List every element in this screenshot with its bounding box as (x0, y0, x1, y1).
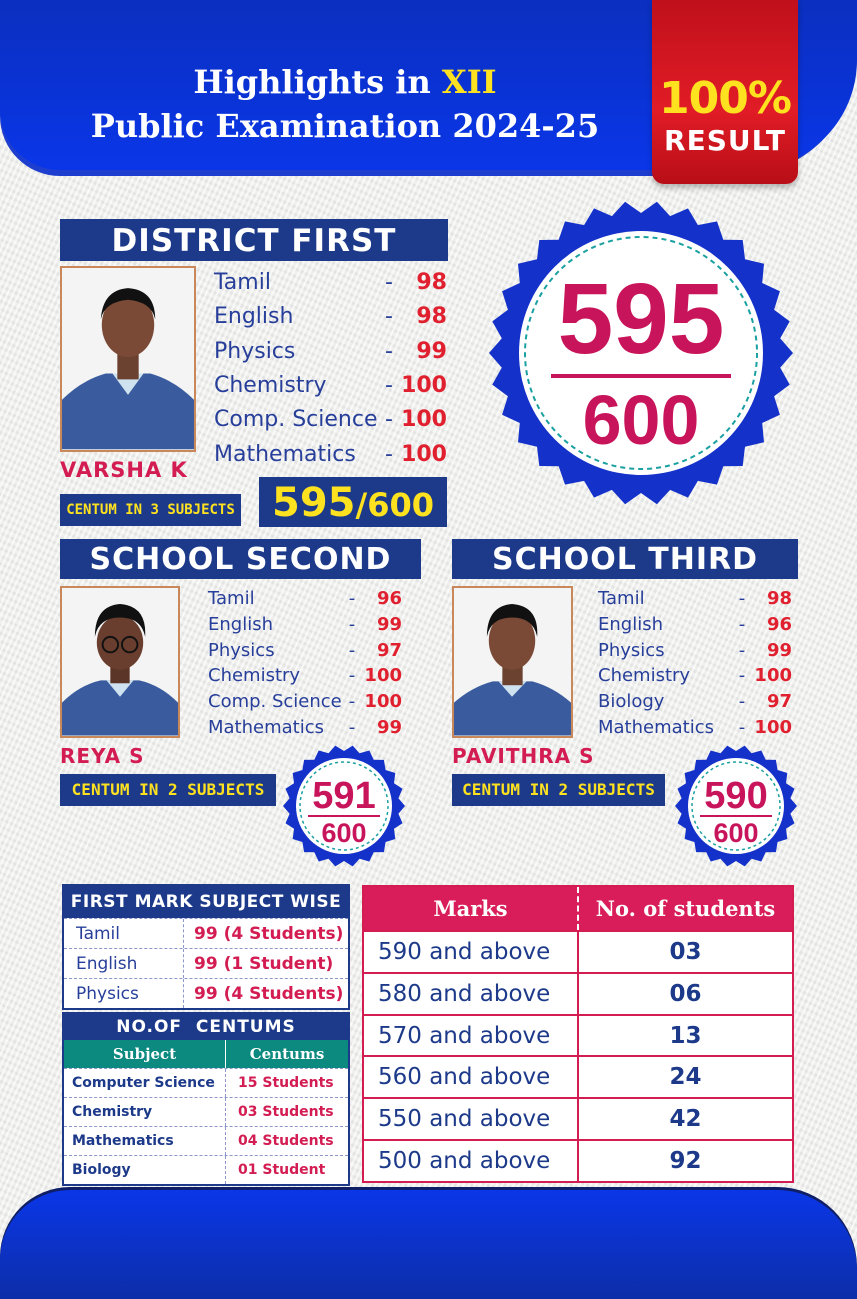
centum-badge-reya: CENTUM IN 2 SUBJECTS (60, 774, 276, 806)
subject-row (598, 715, 792, 741)
first-mark-value: 99 (4 Students) (194, 924, 344, 944)
ribbon-percent: 100% (659, 73, 791, 124)
subject-row (208, 663, 402, 689)
district-first-heading: DISTRICT FIRST (60, 219, 448, 261)
student-photo-icon (62, 268, 194, 450)
subject-row (598, 612, 792, 638)
student-name-reya: REYA S (60, 744, 145, 768)
subject-name: Mathematics (208, 717, 324, 738)
ribbon-label: RESULT (664, 124, 786, 157)
subject-name: Mathematics (214, 441, 356, 467)
marks-range: 590 and above (364, 932, 579, 972)
table-row (364, 1055, 792, 1097)
centum-value: 04 Students (238, 1133, 334, 1149)
centum-value: 01 Student (238, 1162, 326, 1178)
subject-dash: - (738, 717, 746, 738)
table-row (64, 1097, 348, 1126)
marks-header-row (364, 887, 792, 930)
subject-dash: - (348, 717, 356, 738)
seal-591 (283, 745, 405, 867)
centum-value: 03 Students (238, 1104, 334, 1120)
table-row (364, 1097, 792, 1139)
marks-col-students: No. of students (595, 896, 776, 921)
subject-row (214, 403, 447, 437)
subject-name: Chemistry (208, 665, 301, 687)
student-photo-icon (62, 588, 178, 736)
first-mark-subject: Tamil (64, 919, 184, 948)
subject-dash: - (738, 639, 746, 661)
subject-dash: - (348, 588, 356, 609)
first-mark-subject: Physics (64, 979, 184, 1008)
seal-score: 590 (704, 775, 768, 817)
centums-col-subject: Subject (64, 1040, 226, 1068)
subject-dash: - (348, 613, 356, 635)
seal-score: 595 (557, 263, 725, 375)
subject-mark: 98 (416, 304, 447, 330)
subject-mark: 99 (376, 613, 402, 635)
subject-name: Tamil (598, 588, 645, 609)
subject-row (598, 689, 792, 715)
subject-mark: 99 (416, 338, 447, 364)
table-row (64, 1126, 348, 1155)
subject-dash: - (738, 665, 746, 687)
subject-row (214, 335, 447, 369)
marks-range: 570 and above (364, 1016, 579, 1056)
subject-row (214, 438, 447, 472)
subject-row (208, 689, 402, 715)
subject-mark: 100 (754, 717, 792, 738)
centum-subject: Mathematics (64, 1127, 226, 1155)
subject-name: English (214, 304, 294, 330)
student-name-varsha: VARSHA K (60, 458, 188, 482)
subject-name: Mathematics (598, 717, 714, 738)
centum-subject: Biology (64, 1156, 226, 1184)
total-score-value: 595 (272, 480, 356, 526)
subject-mark: 98 (766, 588, 792, 609)
photo-varsha (60, 266, 196, 452)
subject-mark: 96 (766, 613, 792, 635)
subject-dash: - (738, 588, 746, 609)
subject-row (214, 369, 447, 403)
seal-max: 600 (321, 818, 367, 848)
centum-badge-varsha: CENTUM IN 3 SUBJECTS (60, 494, 241, 526)
centums-heading: NO.OF CENTUMS (64, 1014, 348, 1040)
subject-name: Tamil (214, 270, 271, 295)
marks-range: 500 and above (364, 1141, 579, 1181)
title-line2: Public Examination 2024-25 (90, 107, 600, 145)
student-name-pavithra: PAVITHRA S (452, 744, 595, 768)
marks-range: 550 and above (364, 1099, 579, 1139)
school-second-heading: SCHOOL SECOND (60, 539, 421, 579)
subject-name: English (208, 613, 273, 635)
marks-count: 03 (669, 939, 702, 965)
subject-name: Chemistry (598, 665, 691, 687)
seal-badge-icon (283, 745, 405, 867)
subject-row (598, 586, 792, 612)
subject-name: Chemistry (214, 372, 327, 398)
subject-dash: - (385, 338, 393, 364)
subject-row (208, 612, 402, 638)
marks-range: 580 and above (364, 974, 579, 1014)
seal-590 (675, 745, 797, 867)
subject-row (598, 663, 792, 689)
subject-mark: 99 (766, 639, 792, 661)
subject-mark: 100 (401, 407, 447, 433)
subject-mark: 100 (401, 441, 447, 467)
subject-dash: - (385, 372, 393, 398)
footer-band (0, 1190, 857, 1299)
subject-mark: 97 (376, 639, 402, 661)
total-score-max: /600 (355, 486, 434, 524)
subject-mark: 97 (766, 691, 792, 713)
subject-mark: 99 (376, 717, 402, 738)
seal-max: 600 (713, 818, 759, 848)
subject-name: Physics (598, 639, 665, 661)
subject-dash: - (348, 639, 356, 661)
subject-name: Physics (214, 338, 296, 364)
subject-name: Comp. Science (214, 407, 378, 433)
centum-badge-pavithra: CENTUM IN 2 SUBJECTS (452, 774, 665, 806)
subject-dash: - (738, 691, 746, 713)
subject-name: Biology (598, 691, 665, 713)
marks-count: 13 (669, 1022, 702, 1049)
seal-badge-icon (488, 200, 794, 506)
subject-name: English (598, 613, 663, 635)
table-row (64, 1155, 348, 1184)
subject-name: Tamil (208, 588, 255, 609)
marks-count: 92 (669, 1147, 702, 1174)
total-score-varsha (259, 477, 447, 527)
subject-dash: - (348, 691, 356, 713)
subject-mark: 100 (364, 691, 402, 713)
centum-subject: Computer Science (64, 1069, 226, 1097)
subject-row (208, 715, 402, 741)
first-mark-subject: English (64, 949, 184, 978)
subject-mark: 98 (416, 270, 447, 295)
subject-name: Physics (208, 639, 275, 661)
first-mark-heading: FIRST MARK SUBJECT WISE (64, 886, 348, 918)
subject-mark: 96 (376, 588, 402, 609)
table-row (364, 930, 792, 972)
subject-dash: - (348, 665, 356, 687)
subject-dash: - (385, 441, 393, 467)
subject-mark: 100 (401, 372, 447, 398)
subject-row (598, 638, 792, 664)
subject-row (214, 300, 447, 334)
photo-pavithra (452, 586, 573, 738)
marks-count: 24 (669, 1064, 702, 1091)
school-third-heading: SCHOOL THIRD (452, 539, 798, 579)
centums-col-centums: Centums (249, 1045, 325, 1063)
district-first-marks (214, 266, 447, 471)
subject-row (208, 586, 402, 612)
marks-range: 560 and above (364, 1057, 579, 1097)
school-second-marks (208, 586, 402, 742)
school-third-marks (598, 586, 792, 742)
table-row (64, 1068, 348, 1097)
marks-distribution-table (362, 885, 794, 1183)
subject-dash: - (385, 304, 393, 330)
photo-reya (60, 586, 180, 738)
table-row (64, 918, 348, 948)
centum-value: 15 Students (238, 1075, 334, 1091)
subject-dash: - (385, 270, 393, 295)
table-row (64, 948, 348, 978)
subject-name: Comp. Science (208, 691, 342, 713)
marks-count: 42 (669, 1106, 702, 1133)
marks-col-marks: Marks (364, 887, 579, 930)
seal-badge-icon (675, 745, 797, 867)
table-row (364, 1139, 792, 1181)
subject-mark: 100 (754, 665, 792, 687)
centums-table (62, 1012, 350, 1186)
subject-dash: - (385, 407, 393, 433)
page-title: Highlights in XII Public Examination 2024-25 (40, 60, 650, 148)
student-photo-icon (454, 588, 571, 736)
first-mark-value: 99 (1 Student) (194, 954, 334, 974)
seal-max: 600 (582, 381, 700, 459)
subject-dash: - (738, 613, 746, 635)
result-ribbon (652, 0, 798, 184)
table-row (64, 978, 348, 1008)
marks-count: 06 (669, 980, 702, 1007)
subject-row (208, 638, 402, 664)
title-highlight: XII (441, 63, 497, 101)
centums-header-row (64, 1040, 348, 1068)
subject-row (214, 266, 447, 300)
centum-subject: Chemistry (64, 1098, 226, 1126)
first-mark-table (62, 884, 350, 1010)
seal-score: 591 (312, 775, 376, 817)
seal-595 (488, 200, 794, 506)
table-row (364, 972, 792, 1014)
table-row (364, 1014, 792, 1056)
first-mark-value: 99 (4 Students) (194, 984, 344, 1004)
subject-mark: 100 (364, 665, 402, 687)
